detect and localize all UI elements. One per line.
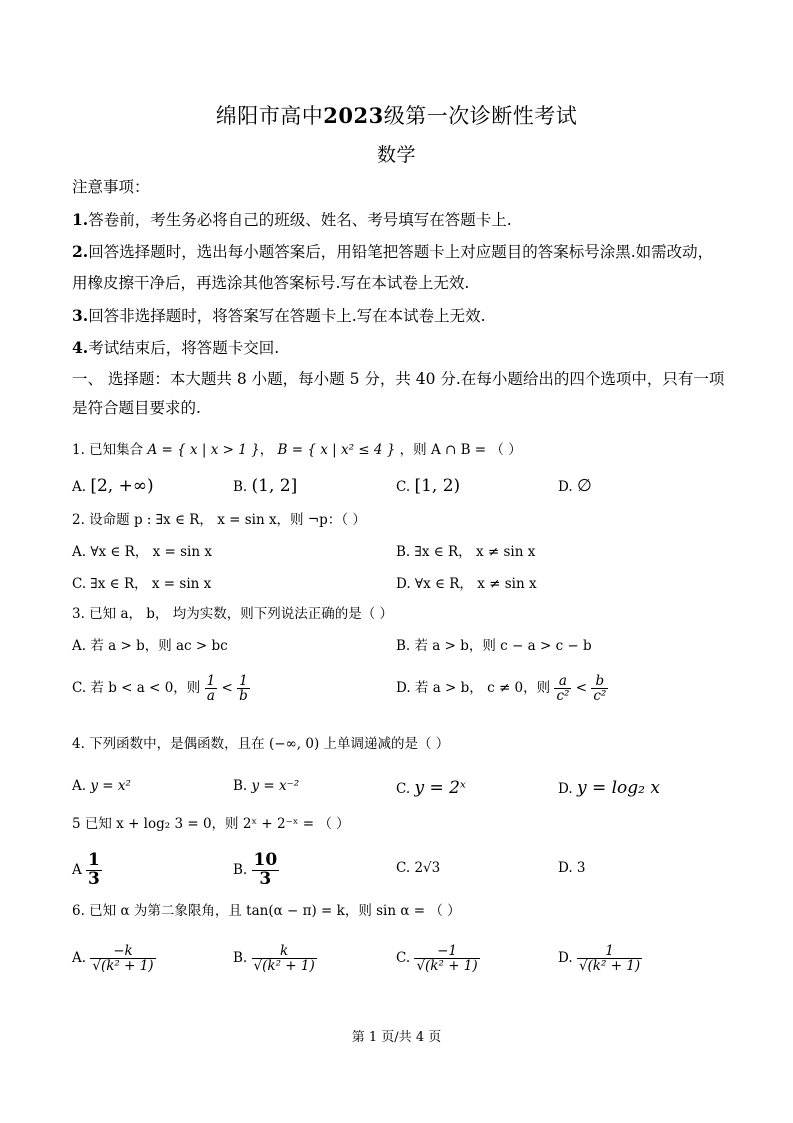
q3-c-prefix: C. 若 b < a < 0，则 (72, 680, 201, 697)
note-4-num: 4. (72, 338, 89, 357)
note-4-text: 考试结束后，将答题卡交回. (88, 339, 280, 357)
notes-heading: 注意事项： (72, 178, 150, 196)
q5-b-label: B. (233, 861, 248, 878)
q3-d-d1: c² (556, 688, 570, 705)
q5-stem: 5 已知 x + log₂ 3 = 0，则 2ˣ + 2⁻ˣ = （ ） (72, 816, 350, 832)
q6-a-label: A. (72, 950, 87, 967)
q1-b-label: B. (233, 479, 248, 495)
q1-c-value: [1, 2) (414, 476, 461, 496)
page-footer: 第 1 页/共 4 页 (351, 1030, 442, 1045)
q3-option-c (72, 674, 250, 703)
q6-b-frac (252, 944, 317, 973)
note-3-num: 3. (72, 306, 89, 325)
q4-option-d (558, 780, 660, 797)
q5-a-num: 1 (88, 850, 100, 870)
q3-c-frac2 (237, 674, 250, 703)
q6-option-a (72, 944, 156, 973)
q4-b-value: y = x⁻² (251, 778, 300, 794)
q6-stem: 6. 已知 α 为第二象限角，且 tan(α − π) = k，则 sin α = （ ） (72, 903, 461, 919)
note-1-num: 1. (72, 210, 89, 229)
note-2-cont: 用橡皮擦干净后，再选涂其他答案标号.写在本试卷上无效. (72, 274, 470, 292)
q2-option-b: B. ∃x ∈ R， x ≠ sin x (396, 544, 536, 560)
q1-d-value: ∅ (576, 476, 592, 496)
q6-a-frac (90, 944, 155, 973)
q5-option-c (396, 862, 440, 876)
q6-d-num: 1 (605, 943, 614, 959)
q3-d-d2: c² (593, 688, 607, 705)
q5-a-label: A (72, 861, 82, 878)
q6-b-label: B. (233, 950, 248, 967)
q6-option-b (233, 944, 317, 973)
q1-c-label: C. (396, 479, 411, 495)
q2-option-d: D. ∀x ∈ R， x ≠ sin x (396, 576, 537, 592)
q3-option-d (396, 674, 608, 703)
q4-d-value: y = log₂ x (576, 778, 660, 798)
q3-c-frac1 (205, 674, 218, 703)
q3-d-n2: b (595, 673, 605, 689)
q6-d-den: √(k² + 1) (578, 958, 641, 975)
q5-option-b (233, 852, 279, 889)
q5-option-a (72, 852, 102, 889)
q4-stem: 4. 下列函数中，是偶函数，且在 (−∞, 0) 上单调递减的是（ ） (72, 736, 450, 752)
note-4 (72, 340, 732, 357)
q3-d-op: < (575, 680, 588, 697)
q3-c-d1: a (205, 688, 218, 703)
title-year: 2023 (323, 103, 384, 128)
note-1 (72, 212, 732, 229)
q6-d-frac (577, 944, 642, 973)
q4-option-b (233, 780, 299, 794)
q1-a-value: [2, +∞) (90, 476, 154, 496)
q5-option-d: D. 3 (558, 860, 586, 876)
title-prefix: 绵阳市高中 (215, 104, 324, 128)
q1-stem-b: ，则 A ∩ B = （ ） (399, 442, 522, 458)
q1-a-label: A. (72, 479, 87, 495)
q5-b-frac (252, 852, 280, 889)
note-3 (72, 308, 732, 325)
note-2-text-a: 回答选择题时，选出每小题答案后，用铅笔把答题卡上对应题目的答案标号涂黑.如需改动， (88, 243, 714, 261)
q6-c-num: −1 (437, 943, 457, 959)
q1-option-b (233, 478, 297, 495)
q4-a-label: A. (72, 778, 87, 794)
q6-option-d (558, 944, 642, 973)
q3-option-a: A. 若 a > b，则 ac > bc (72, 638, 228, 654)
q6-a-num: −k (113, 943, 133, 959)
q6-option-c (396, 944, 480, 973)
q4-c-label: C. (396, 781, 411, 797)
subject-title: 数学 (376, 144, 416, 166)
q3-d-frac1 (554, 674, 571, 703)
q1-set-a: A = { x | x > 1 } (147, 442, 260, 458)
section-heading-cont: 是符合题目要求的. (72, 399, 201, 417)
q1-d-label: D. (558, 479, 573, 495)
q2-option-c: C. ∃x ∈ R， x = sin x (72, 576, 212, 592)
q6-b-num: k (280, 943, 289, 959)
q6-c-den: √(k² + 1) (416, 958, 478, 975)
q4-option-c (396, 780, 466, 797)
title-suffix: 级第一次诊断性考试 (383, 104, 578, 128)
q1-set-b: B = { x | x² ≤ 4 } (277, 442, 396, 458)
q3-c-n1: 1 (206, 673, 216, 689)
q1-b-value: (1, 2] (251, 476, 298, 496)
q4-c-value: y = 2ˣ (414, 778, 466, 798)
q4-b-label: B. (233, 778, 248, 794)
q3-d-prefix: D. 若 a > b， c ≠ 0，则 (396, 680, 551, 697)
q1-option-c (396, 478, 460, 495)
q5-a-den: 3 (88, 868, 100, 889)
q2-stem: 2. 设命题 p : ∃x ∈ R， x = sin x，则 ¬p：（ ） (72, 512, 366, 528)
exam-title (0, 100, 793, 130)
q6-b-den: √(k² + 1) (253, 958, 315, 975)
q1-stem-a: 1. 已知集合 (72, 442, 144, 458)
q3-d-frac2 (591, 674, 608, 703)
q6-a-den: √(k² + 1) (92, 958, 154, 975)
q1-option-a (72, 478, 154, 495)
q3-c-d2: b (239, 688, 248, 705)
section-heading: 一、 选择题：本大题共 8 小题，每小题 5 分，共 40 分.在每小题给出的四个选项中，只有一项 (72, 370, 725, 388)
q4-option-a (72, 780, 131, 794)
q4-a-value: y = x² (90, 778, 131, 794)
q6-d-label: D. (558, 950, 573, 967)
q3-c-op: < (221, 680, 233, 697)
q6-c-label: C. (396, 950, 411, 967)
q3-option-b: B. 若 a > b，则 c − a > c − b (396, 638, 592, 654)
q1-stem: 1. 已知集合 A = { x | x > 1 }， B = { x | x² ≤ 4 } ，则 A ∩ B = （ ） (72, 442, 522, 458)
q5-b-den: 3 (252, 870, 280, 889)
q1-option-d (558, 478, 592, 495)
note-1-text: 答卷前，考生务必将自己的班级、姓名、考号填写在答题卡上. (88, 211, 512, 229)
q5-b-num: 10 (253, 850, 278, 870)
note-2-num: 2. (72, 242, 89, 261)
q2-option-a: A. ∀x ∈ R， x = sin x (72, 544, 212, 560)
note-2 (72, 244, 732, 261)
q3-stem: 3. 已知 a， b， 均为实数，则下列说法正确的是（ ） (72, 606, 394, 622)
note-3-text: 回答非选择题时，将答案写在答题卡上.写在本试卷上无效. (88, 307, 486, 325)
q3-d-n1: a (558, 673, 567, 689)
q5-c-label: C. (396, 860, 411, 876)
q4-d-label: D. (558, 781, 573, 797)
q3-c-n2: 1 (239, 673, 248, 689)
q5-a-frac (86, 852, 102, 889)
q6-c-frac (414, 944, 479, 973)
q5-c-value: 2√3 (414, 860, 441, 876)
